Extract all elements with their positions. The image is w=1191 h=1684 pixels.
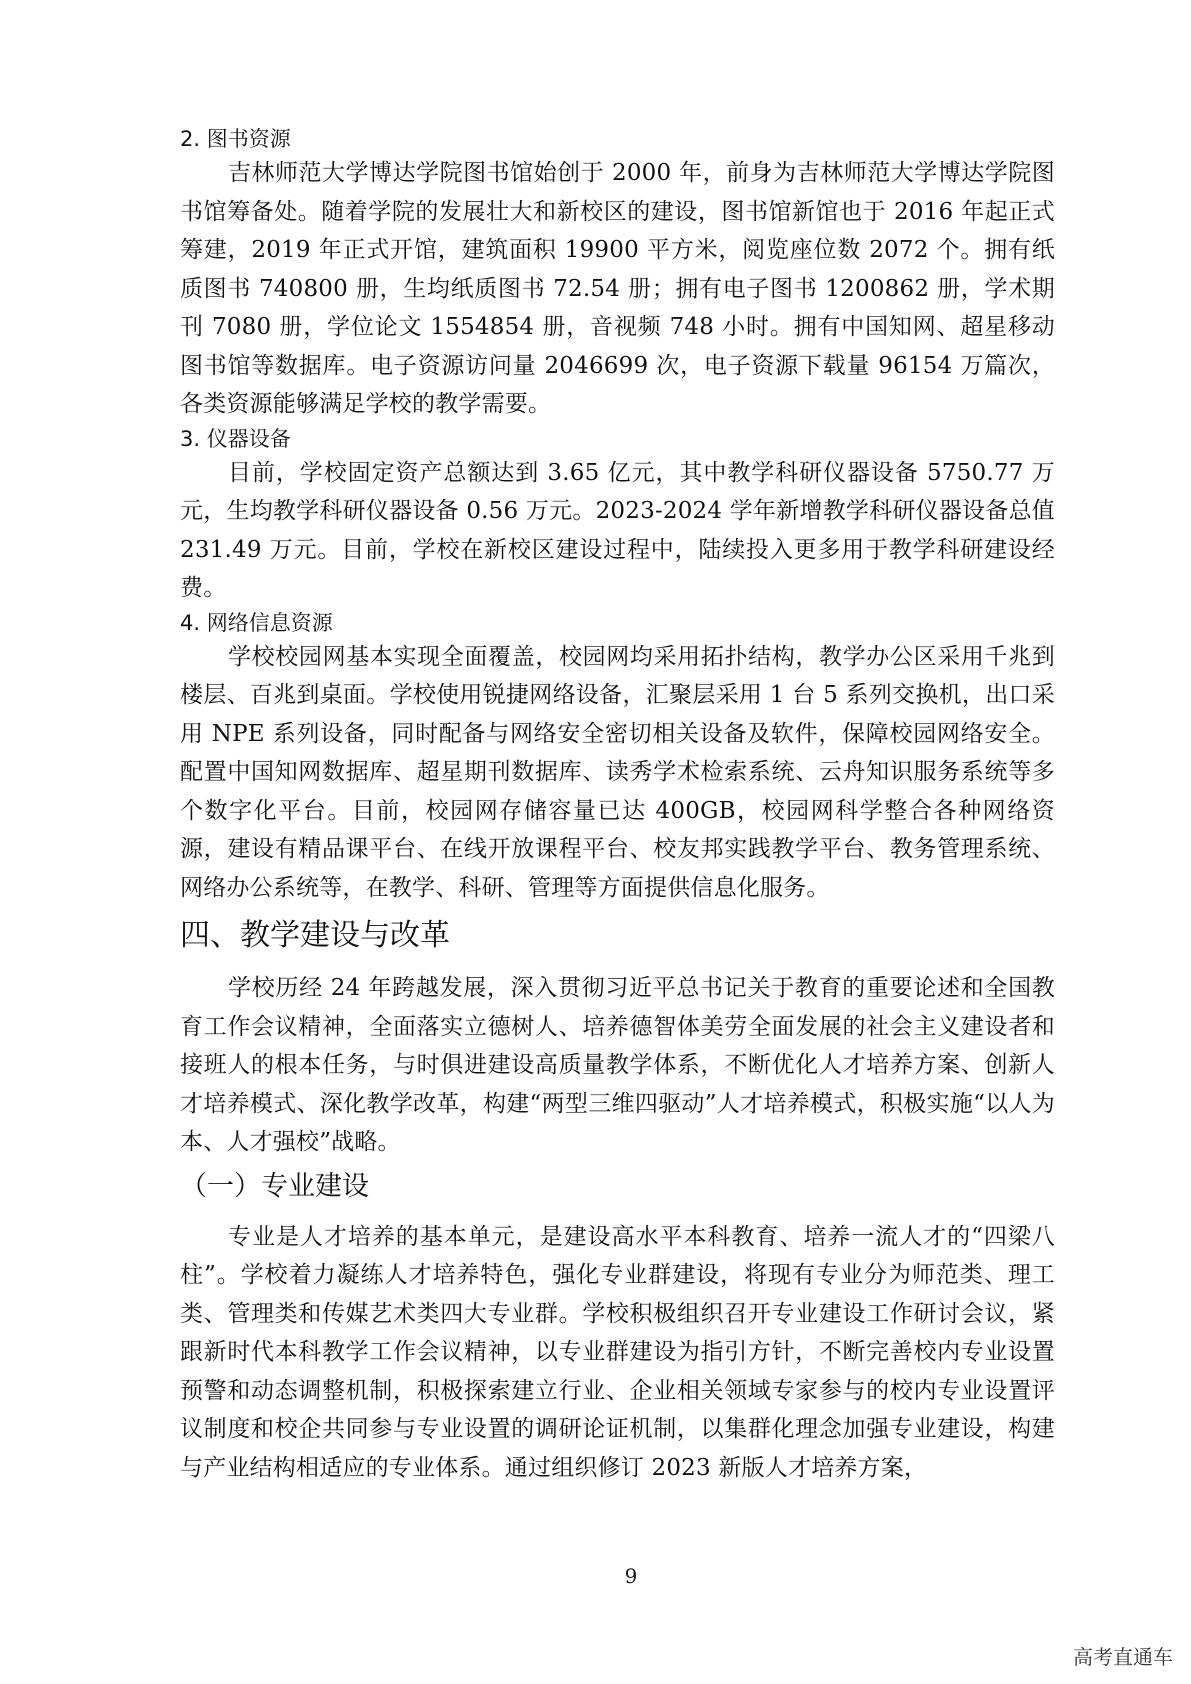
section-heading-library: 2. 图书资源 — [180, 127, 291, 151]
document-body — [180, 124, 1055, 1487]
chapter-heading-teaching: 四、教学建设与改革 — [180, 918, 450, 953]
paragraph-network: 学校校园网基本实现全面覆盖，校园网均采用拓扑结构，教学办公区采用千兆到楼层、百兆到桌面。学校使用锐捷网络设备，汇聚层采用 1 台 5 系列交换机，出口采用 NPE 系列设备，同时配备与网络安全密切相关设备及软件，保障校园网络安全。配置中国知网数据库、超星期刊数据库、读秀学术检索系统、云舟知识服务系统等多个数字化平台。目前，校园网存储容量已达 400GB，校园网科学整合各种网络资源，建设有精品课平台、在线开放课程平台、校友邦实践教学平台、教务管理系统、网络办公系统等，在教学、科研、管理等方面提供信息化服务。 — [180, 643, 1055, 901]
paragraph-teaching: 学校历经 24 年跨越发展，深入贯彻习近平总书记关于教育的重要论述和全国教育工作会议精神，全面落实立德树人、培养德智体美劳全面发展的社会主义建设者和接班人的根本任务，与时俱进建设高质量教学体系，不断优化人才培养方案、创新人才培养模式、深化教学改革，构建“两型三维四驱动”人才培养模式，积极实施“以人为本、人才强校”战略。 — [180, 975, 1055, 1155]
section-heading-network: 4. 网络信息资源 — [180, 610, 333, 635]
paragraph-majors: 专业是人才培养的基本单元，是建设高水平本科教育、培养一流人才的“四梁八柱”。学校着力凝练人才培养特色，强化专业群建设，将现有专业分为师范类、理工类、管理类和传媒艺术类四大专业群。学校积极组织召开专业建设工作研讨会议，紧跟新时代本科教学工作会议精神，以专业群建设为指引方针，不断完善校内专业设置预警和动态调整机制，积极探索建立行业、企业相关领域专家参与的校内专业设置评议制度和校企共同参与专业设置的调研论证机制，以集群化理念加强专业建设，构建与产业结构相适应的专业体系。通过组织修订 2023 新版人才培养方案， — [180, 1223, 1055, 1481]
paragraph-equipment: 目前，学校固定资产总额达到 3.65 亿元，其中教学科研仪器设备 5750.77 万元，生均教学科研仪器设备 0.56 万元。2023-2024 学年新增教学科研仪器设备总值 231.49 万元。目前，学校在新校区建设过程中，陆续投入更多用于教学科研建设经费。 — [180, 459, 1055, 601]
page-number: 9 — [624, 1564, 638, 1588]
paragraph-library: 吉林师范大学博达学院图书馆始创于 2000 年，前身为吉林师范大学博达学院图书馆筹备处。随着学院的发展壮大和新校区的建设，图书馆新馆也于 2016 年起正式筹建，2019 年正式开馆，建筑面积 19900 平方米，阅览座位数 2072 个。拥有纸质图书 740800 册，生均纸质图书 72.54 册；拥有电子图书 1200862 册，学术期刊 7080 册，学位论文 1554854 册，音视频 748 小时。拥有中国知网、超星移动图书馆等数据库。电子资源访问量 2046699 次，电子资源下载量 96154 万篇次，各类资源能够满足学校的教学需要。 — [180, 160, 1055, 417]
watermark-text: 高考直通车 — [1073, 1645, 1173, 1669]
subsection-heading-majors: （一）专业建设 — [180, 1170, 369, 1202]
section-heading-equipment: 3. 仪器设备 — [180, 426, 291, 451]
